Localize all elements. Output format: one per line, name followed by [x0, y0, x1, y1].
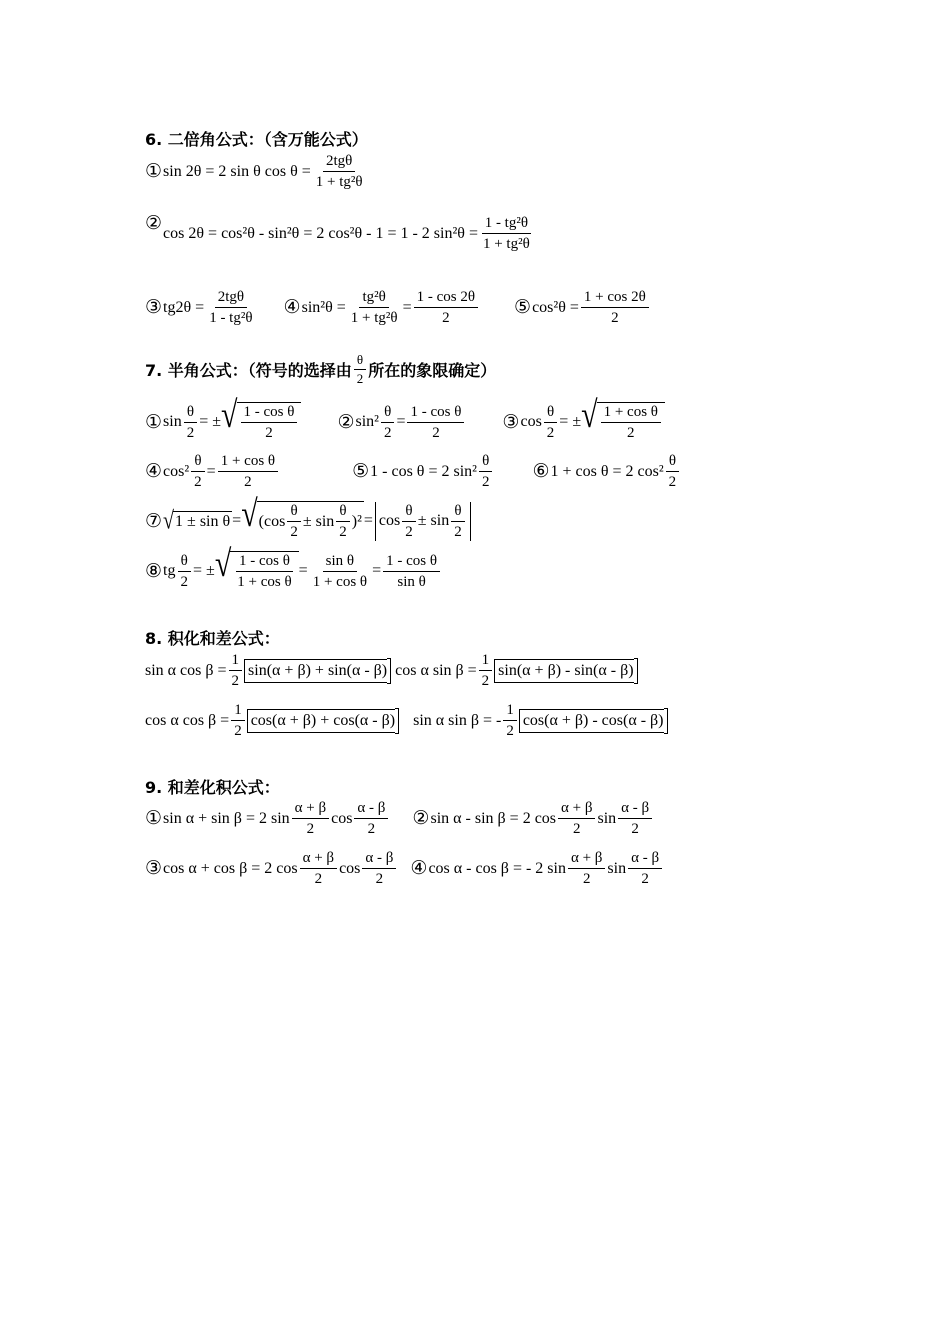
- d: 2: [356, 370, 364, 386]
- rad: √: [163, 507, 175, 535]
- f: 1 + cos θ = 2 cos²: [550, 462, 664, 480]
- n: α - β: [362, 849, 396, 869]
- circled-number: ②: [145, 212, 163, 234]
- d: 2: [194, 474, 202, 490]
- frac: [402, 502, 416, 541]
- frac: [231, 701, 245, 740]
- f: cos α sin β =: [395, 661, 477, 679]
- frac: [354, 799, 388, 838]
- frac: [544, 403, 558, 442]
- circled-number: ①: [145, 807, 163, 829]
- formula-8-1-2: [145, 651, 638, 690]
- d: 2: [367, 821, 376, 837]
- body: 1 ± sin θ: [175, 512, 231, 530]
- f: (cos: [258, 512, 286, 530]
- d: 2: [481, 474, 490, 490]
- d: 2: [432, 424, 440, 441]
- circled-number: ⑥: [532, 460, 550, 482]
- formula-8-3-4: [145, 701, 668, 740]
- n: θ: [287, 502, 300, 522]
- n: θ: [402, 502, 415, 522]
- frac: [191, 452, 205, 491]
- square-root: [581, 394, 665, 442]
- circled-number: ②: [337, 410, 355, 433]
- circled-number: ④: [283, 296, 301, 318]
- section-6-heading: 6. 二倍角公式：（含万能公式）: [145, 130, 368, 149]
- circled-number: ④: [410, 857, 428, 879]
- circled-number: ③: [502, 410, 520, 433]
- n: α - β: [618, 799, 652, 819]
- n: θ: [336, 502, 349, 522]
- f: sin α - sin β = 2 cos: [430, 809, 557, 827]
- frac: [336, 502, 350, 541]
- circled-number: ⑧: [145, 559, 163, 582]
- f: =: [363, 512, 373, 529]
- d: sin θ: [397, 573, 426, 590]
- n: θ: [178, 552, 191, 572]
- f: =: [298, 562, 308, 579]
- d: 2: [231, 673, 240, 689]
- n: θ: [544, 403, 557, 423]
- n: α + β: [300, 849, 337, 869]
- fraction: [581, 288, 649, 327]
- d: 2: [627, 425, 635, 441]
- f: sin 2θ = 2 sin θ cos θ =: [163, 162, 311, 180]
- f: cos: [331, 809, 353, 827]
- frac: [628, 849, 662, 888]
- f: 1 - cos θ = 2 sin²: [370, 462, 477, 480]
- d: 1 - tg²θ: [209, 310, 253, 326]
- fraction: [414, 288, 478, 327]
- d: 2: [442, 310, 450, 326]
- circled-number: ①: [145, 160, 163, 182]
- fraction: [184, 403, 198, 442]
- frac: [300, 849, 337, 888]
- circled-number: ③: [145, 296, 163, 318]
- frac: [310, 552, 370, 591]
- f: ± sin: [417, 512, 450, 529]
- n: 1 + cos θ: [601, 403, 661, 423]
- bracket-expression: sin(α + β) + sin(α - β): [244, 659, 387, 683]
- n: 1 + cos 2θ: [581, 288, 649, 308]
- n: θ: [354, 352, 366, 370]
- d: 2: [314, 871, 323, 887]
- circled-number: ⑤: [352, 460, 370, 482]
- n: α - β: [628, 849, 662, 869]
- f: sin: [597, 809, 617, 827]
- d: 2: [339, 524, 347, 540]
- frac: [666, 452, 680, 491]
- n: α + β: [558, 799, 595, 819]
- rad: √: [241, 493, 258, 535]
- f: sin α sin β = -: [413, 711, 502, 729]
- f: sin²θ =: [301, 298, 346, 316]
- frac: [451, 502, 465, 541]
- f: =: [402, 298, 412, 316]
- f: cos α + cos β = 2 cos: [163, 859, 298, 877]
- n: 1 - tg²θ: [482, 214, 531, 234]
- f: = ±: [199, 413, 222, 430]
- frac: [601, 403, 661, 442]
- n: θ: [451, 502, 464, 522]
- f: tg2θ =: [163, 298, 205, 316]
- n: 1: [229, 651, 243, 671]
- n: α + β: [568, 849, 605, 869]
- n: 1 - cos θ: [407, 403, 464, 423]
- math-part: 所在的象限确定）: [368, 360, 497, 380]
- brk-r: [634, 658, 638, 684]
- n: 1: [231, 701, 245, 721]
- f: cos²: [163, 462, 190, 480]
- d: 2: [631, 821, 639, 837]
- d: 2: [383, 424, 392, 441]
- f: sin α + sin β = 2 sin: [163, 809, 290, 827]
- d: 1 + cos θ: [312, 573, 368, 590]
- f: sin²: [355, 413, 379, 430]
- n: α + β: [292, 799, 329, 819]
- d: 2: [290, 524, 298, 540]
- frac: [218, 452, 278, 491]
- d: 2: [186, 424, 195, 441]
- frac: [229, 651, 243, 690]
- f: sin: [163, 413, 182, 430]
- n: 1: [479, 651, 493, 671]
- circled-number: ①: [145, 410, 163, 433]
- frac: [234, 552, 294, 591]
- n: 1 - cos θ: [241, 403, 298, 423]
- f: =: [396, 413, 406, 430]
- n: θ: [184, 403, 197, 423]
- rad: √: [221, 394, 238, 436]
- n: 2tgθ: [323, 152, 355, 172]
- f: cos: [520, 413, 542, 430]
- f: =: [206, 462, 216, 480]
- f: cos α - cos β = - 2 sin: [428, 859, 566, 877]
- n: θ: [666, 452, 679, 472]
- frac: [479, 452, 493, 491]
- d: 1 + tg²θ: [350, 310, 398, 326]
- f: ± sin: [302, 512, 335, 530]
- d: 2: [405, 523, 413, 540]
- d: 2: [306, 821, 315, 837]
- absolute-value: [375, 502, 471, 541]
- d: 2: [641, 871, 649, 887]
- d: 2: [454, 523, 462, 540]
- frac: [287, 502, 301, 541]
- f: = ±: [193, 562, 215, 579]
- frac: [362, 849, 396, 888]
- n: 1 - cos θ: [236, 552, 293, 572]
- frac: [241, 403, 298, 442]
- frac: [292, 799, 329, 838]
- f: tg: [163, 562, 176, 579]
- frac: [178, 552, 192, 591]
- formula-9-3-4: [145, 849, 664, 888]
- frac: [558, 799, 595, 838]
- d: 2: [546, 424, 555, 441]
- formula-7-1-2-3: [145, 394, 665, 442]
- formula-7-7: [145, 493, 473, 541]
- formula-7-4-5-6: [145, 452, 681, 491]
- n: 1: [503, 701, 517, 721]
- square-root: [241, 493, 364, 541]
- square-root: [214, 543, 299, 591]
- d: 2: [668, 474, 677, 490]
- bracket-expression: cos(α + β) - cos(α - β): [519, 709, 664, 733]
- body: [237, 402, 302, 442]
- d: 2: [244, 474, 252, 490]
- frac: [503, 701, 517, 740]
- n: θ: [381, 403, 394, 423]
- d: 2: [582, 871, 591, 887]
- d: 1 + tg²θ: [482, 236, 530, 252]
- formula-6-3-4-5: [145, 288, 651, 327]
- frac: [383, 552, 440, 591]
- bracket-expression: cos(α + β) + cos(α - β): [247, 709, 395, 733]
- square-root: [221, 394, 301, 442]
- f: cos: [378, 512, 401, 529]
- d: 2: [481, 673, 490, 689]
- d: 2: [611, 310, 619, 326]
- f: sin: [607, 859, 627, 877]
- f: )²: [351, 512, 362, 530]
- fraction: [480, 214, 533, 253]
- f: =: [232, 512, 242, 529]
- formula-6-1: [145, 152, 368, 191]
- d: 2: [572, 821, 581, 837]
- rad: √: [581, 394, 598, 436]
- d: 2: [180, 573, 188, 590]
- body: [257, 501, 364, 541]
- section-7-heading: [145, 352, 496, 386]
- n: sin θ: [323, 552, 357, 572]
- bracket-expression: sin(α + β) - sin(α - β): [494, 659, 633, 683]
- n: θ: [479, 452, 492, 472]
- frac: [407, 403, 464, 442]
- math-part: 7. 半角公式：（符号的选择由: [145, 360, 352, 380]
- f: cos²θ =: [532, 298, 579, 316]
- fraction: [206, 288, 255, 327]
- frac: [479, 651, 493, 690]
- f: cos 2θ = cos²θ - sin²θ = 2 cos²θ - 1 = 1 - 2 sin²θ =: [163, 224, 478, 242]
- d: 1 + tg²θ: [315, 174, 363, 190]
- circled-number: ②: [412, 807, 430, 829]
- circled-number: ④: [145, 460, 163, 482]
- formula-7-8: [145, 543, 442, 591]
- f: sin α cos β =: [145, 661, 227, 679]
- brk-r: [664, 708, 668, 734]
- frac: [618, 799, 652, 838]
- fraction: [348, 288, 401, 327]
- section-9-heading: 9. 和差化积公式：: [145, 778, 280, 797]
- body: [597, 402, 665, 442]
- n: 1 + cos θ: [218, 452, 278, 472]
- n: α - β: [354, 799, 388, 819]
- square-root: [163, 507, 232, 535]
- f: = ±: [559, 413, 582, 430]
- circled-number: ⑦: [145, 509, 163, 532]
- n: 1 - cos θ: [383, 552, 440, 572]
- formula-9-1-2: [145, 799, 654, 838]
- rad: √: [214, 543, 232, 585]
- formula-6-2: [145, 214, 535, 253]
- d: 2: [234, 723, 242, 739]
- frac: [381, 403, 395, 442]
- d: 1 + cos θ: [237, 574, 292, 590]
- f: cos α cos β =: [145, 711, 230, 729]
- d: 2: [265, 425, 273, 441]
- section-8-heading: 8. 积化和差公式：: [145, 629, 280, 648]
- frac: [568, 849, 605, 888]
- body: [230, 551, 298, 591]
- circled-number: ⑤: [514, 296, 532, 318]
- f: cos: [339, 859, 361, 877]
- circled-number: ③: [145, 857, 163, 879]
- fraction: [354, 352, 367, 386]
- f: =: [372, 562, 382, 579]
- n: 1 - cos 2θ: [414, 288, 478, 308]
- brk-r: [387, 658, 391, 684]
- brk-r: [395, 708, 399, 734]
- fraction: [313, 152, 366, 191]
- n: θ: [191, 452, 204, 472]
- d: 2: [506, 723, 514, 739]
- d: 2: [375, 871, 384, 887]
- n: 2tgθ: [215, 288, 247, 308]
- n: tg²θ: [359, 288, 388, 308]
